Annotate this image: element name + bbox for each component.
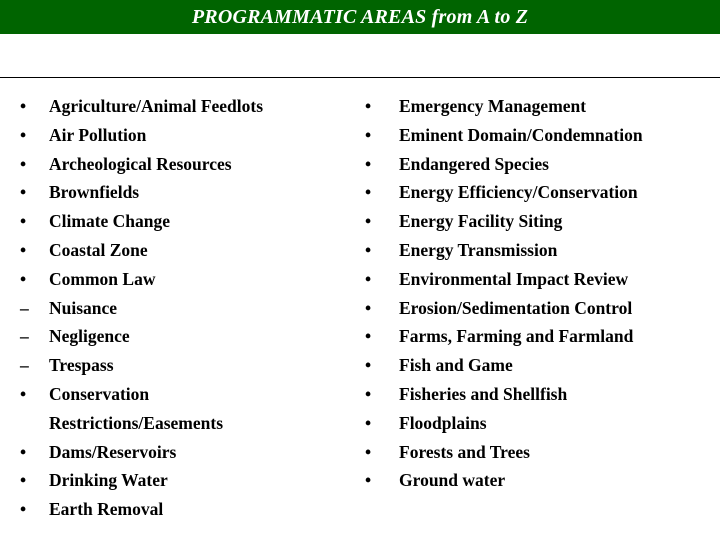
bullet-icon: •	[20, 211, 27, 232]
right-list-item	[362, 294, 712, 323]
left-list-item-text: Negligence	[49, 326, 130, 347]
left-list-item-text: Nuisance	[49, 297, 118, 318]
right-list-item-text: Energy Transmission	[399, 239, 558, 260]
left-list-item	[20, 92, 350, 121]
left-list-item	[20, 351, 350, 380]
right-list-item-text: Erosion/Sedimentation Control	[399, 297, 633, 318]
bullet-icon: •	[20, 383, 27, 404]
right-list-item-text: Energy Facility Siting	[399, 211, 563, 232]
bullet-icon: •	[365, 383, 372, 404]
right-list-item	[362, 92, 712, 121]
bullet-icon: •	[365, 182, 372, 203]
right-list-item-text: Environmental Impact Review	[399, 268, 629, 289]
right-list-item-text: Ground water	[399, 470, 506, 491]
left-list-item	[20, 178, 350, 207]
bullet-icon: •	[20, 153, 27, 174]
left-list-item	[20, 121, 350, 150]
page-title: PROGRAMMATIC AREAS from A to Z	[191, 5, 529, 28]
bullet-icon: •	[20, 499, 27, 520]
dash-bullet-icon: –	[20, 297, 29, 318]
right-list-item-text: Energy Efficiency/Conservation	[399, 182, 638, 203]
left-list-item	[20, 150, 350, 179]
left-column-list	[20, 92, 350, 524]
bullet-icon: •	[365, 239, 372, 260]
left-list-item	[20, 466, 350, 495]
bullet-icon: •	[365, 470, 372, 491]
left-list-item	[20, 265, 350, 294]
bullet-icon: •	[20, 124, 27, 145]
bullet-icon: •	[365, 96, 372, 116]
left-list-item-text: Conservation	[49, 383, 150, 404]
left-list-item	[20, 236, 350, 265]
bullet-icon: •	[365, 355, 372, 376]
bullet-icon: •	[20, 441, 27, 462]
left-list-item-text: Archeological Resources	[49, 153, 232, 174]
left-list-item	[20, 495, 350, 524]
left-list-item	[20, 409, 350, 438]
bullet-icon: •	[365, 153, 372, 174]
right-list-item-text: Floodplains	[399, 412, 487, 433]
bullet-icon: •	[365, 412, 372, 433]
bullet-icon: •	[365, 441, 372, 462]
left-list-item-text: Agriculture/Animal Feedlots	[49, 96, 264, 116]
bullet-icon: •	[365, 211, 372, 232]
dash-bullet-icon: –	[20, 355, 29, 376]
right-list-item-text: Forests and Trees	[399, 441, 530, 462]
right-list-item	[362, 150, 712, 179]
right-list-item	[362, 409, 712, 438]
right-list-item	[362, 236, 712, 265]
right-list-item	[362, 438, 712, 467]
left-list-item-text: Earth Removal	[49, 499, 164, 520]
divider	[0, 77, 720, 78]
bullet-icon: •	[365, 326, 372, 347]
left-list-item-text: Coastal Zone	[49, 239, 148, 260]
bullet-icon: •	[20, 268, 27, 289]
right-list-item	[362, 466, 712, 495]
right-list-item	[362, 178, 712, 207]
right-list-item	[362, 380, 712, 409]
left-list-item-text: Brownfields	[49, 182, 140, 203]
right-list-item-text: Farms, Farming and Farmland	[399, 326, 634, 347]
dash-bullet-icon: –	[20, 326, 29, 347]
left-list-item-text: Restrictions/Easements	[49, 412, 224, 433]
right-list-item-text: Fisheries and Shellfish	[399, 383, 568, 404]
left-list-item-text: Climate Change	[49, 211, 171, 232]
right-list-item	[362, 121, 712, 150]
right-list-item-text: Endangered Species	[399, 153, 549, 174]
left-list-item-text: Drinking Water	[49, 470, 168, 491]
right-list-item	[362, 207, 712, 236]
right-list-item-text: Emergency Management	[399, 96, 587, 116]
bullet-icon: •	[20, 470, 27, 491]
right-list-item-text: Eminent Domain/Condemnation	[399, 124, 643, 145]
left-list-item	[20, 438, 350, 467]
bullet-icon: •	[20, 182, 27, 203]
right-list-item	[362, 322, 712, 351]
left-list-item-text: Dams/Reservoirs	[49, 441, 177, 462]
right-list-item	[362, 265, 712, 294]
bullet-icon: •	[365, 268, 372, 289]
left-list-item	[20, 207, 350, 236]
left-list-item	[20, 294, 350, 323]
bullet-icon: •	[365, 124, 372, 145]
bullet-icon: •	[365, 297, 372, 318]
left-list-item-text: Trespass	[49, 355, 114, 376]
bullet-icon: •	[20, 96, 27, 116]
bullet-icon: •	[20, 239, 27, 260]
right-list-item	[362, 351, 712, 380]
title-bar	[0, 0, 720, 34]
right-column-list	[362, 92, 712, 495]
left-list-item-text: Air Pollution	[49, 124, 147, 145]
right-list-item-text: Fish and Game	[399, 355, 513, 376]
left-list-item-text: Common Law	[49, 268, 156, 289]
left-list-item	[20, 322, 350, 351]
left-list-item	[20, 380, 350, 409]
